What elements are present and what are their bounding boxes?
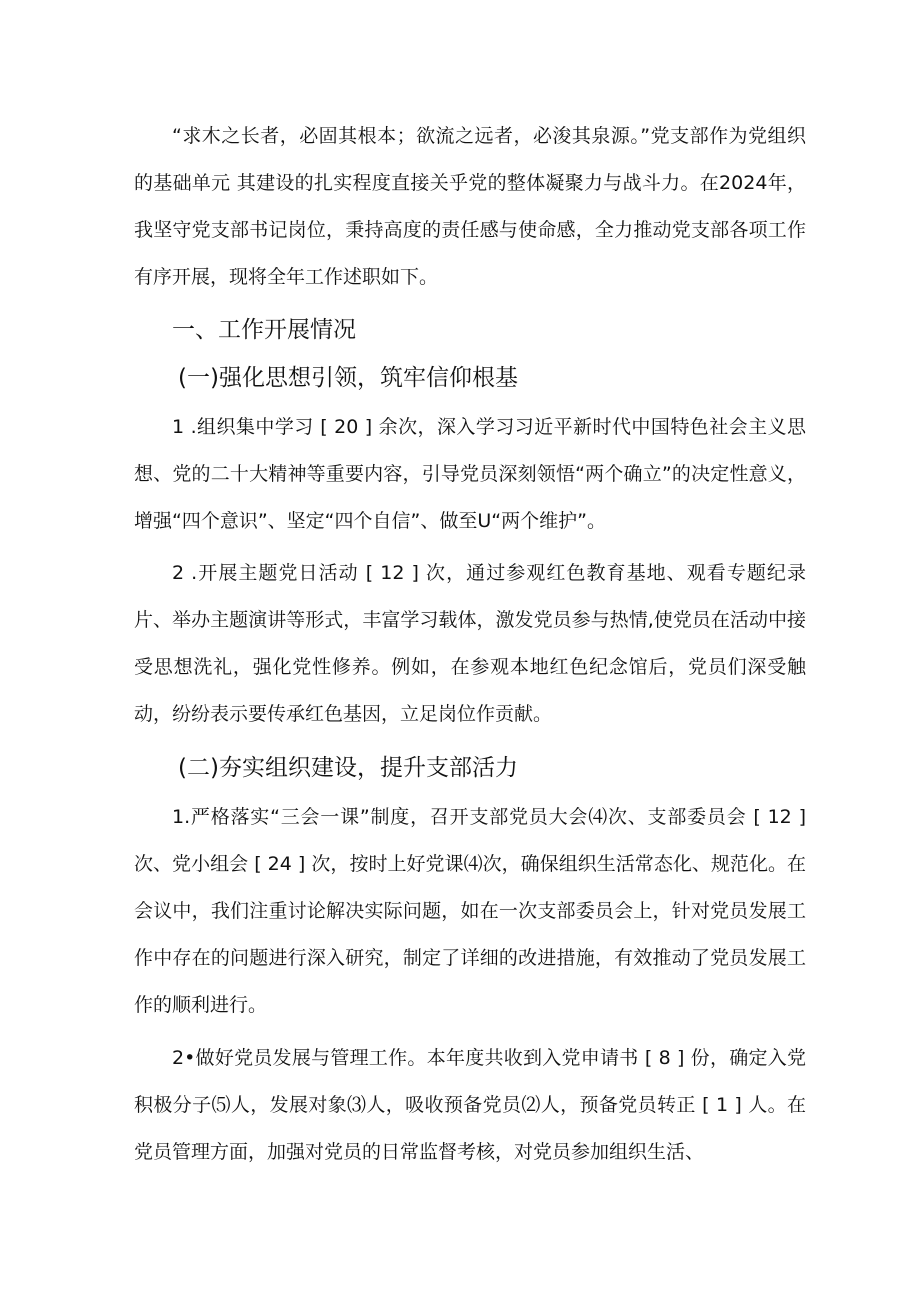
section-title: 一、工作开展情况 bbox=[172, 317, 356, 343]
subsection-title-2: (二)夯实组织建设，提升支部活力 bbox=[178, 755, 518, 781]
intro-paragraph: “求木之长者，必固其根本；欲流之远者，必浚其泉源。”党支部作为党组织的基础单元 其建设的扎实程度直接关乎党的整体凝聚力与战斗力。在2024年，我坚守党支部书记岗位，秉持高度的责任感与使命感，全力推动党支部各项工作有序开展，现将全年工作述职如下。 bbox=[134, 125, 806, 288]
subsection-title-1: (一)强化思想引领，筑牢信仰根基 bbox=[178, 365, 518, 391]
subsection-2-item-1: 1.严格落实“三会一课”制度，召开支部党员大会⑷次、支部委员会 [ 12 ] 次、党小组会 [ 24 ] 次，按时上好党课⑷次，确保组织生活常态化、规范化。在会议中，我们注重讨论解决实际问题，如在一次支部委员会上，针对党员发展工作中存在的问题进行深入研究，制定了详细的改进措施，有效推动了党员发展工作的顺利进行。 bbox=[134, 806, 806, 1016]
subsection-2-item-2: 2•做好党员发展与管理工作。本年度共收到入党申请书 [ 8 ] 份，确定入党积极分子⑸人，发展对象⑶人，吸收预备党员⑵人，预备党员转正 [ 1 ] 人。在党员管理方面，加强对党员的日常监督考核，对党员参加组织生活、 bbox=[134, 1047, 806, 1163]
subsection-1-item-1: 1 .组织集中学习 [ 20 ] 余次，深入学习习近平新时代中国特色社会主义思想、党的二十大精神等重要内容，引导党员深刻领悟“两个确立”的决定性意义，增强“四个意识”、坚定“四个自信”、做至U“两个维护”。 bbox=[134, 416, 806, 532]
subsection-1-item-2: 2 .开展主题党日活动 [ 12 ] 次，通过参观红色教育基地、观看专题纪录片、举办主题演讲等形式，丰富学习载体，激发党员参与热情,使党员在活动中接受思想洗礼，强化党性修养。例如，在参观本地红色纪念馆后，党员们深受触动，纷纷表示要传承红色基因，立足岗位作贡献。 bbox=[134, 562, 806, 725]
